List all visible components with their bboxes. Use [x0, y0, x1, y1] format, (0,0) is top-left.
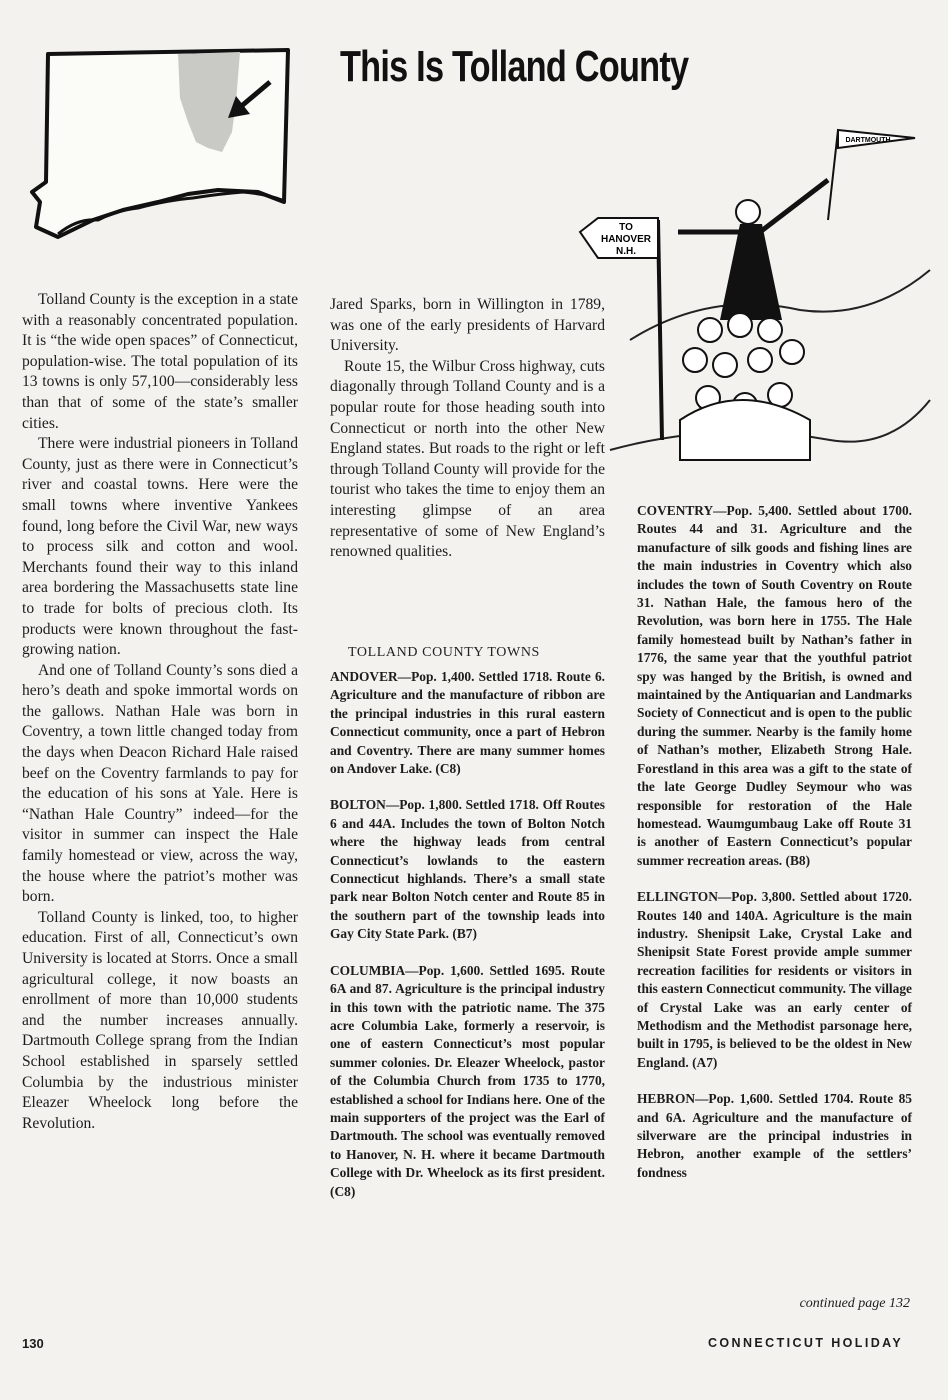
connecticut-map — [18, 42, 303, 242]
intro-paragraph: Tolland County is linked, too, to higher education. First of all, Connecticut’s own University is located at Storrs. Once a small agricultural college, it now boasts an enrollment of more than 10,000 students and the number increases annually. Dartmouth College sprang from the Indian School established in sparsely settled Columbia by the industrious minister Eleazer Wheelock long before the Revolution. — [22, 908, 298, 1132]
cartoon-illustration — [570, 120, 940, 495]
town-entry: BOLTON—Pop. 1,800. Settled 1718. Off Routes 6 and 44A. Includes the town of Bolton Notch where the highway leads from central Connecticut’s lowlands to the eastern Connecticut highlands. There’s a small state park near Bolton Notch center and Route 85 in the southern part of the township leads into Gay City State Park. (B7) — [330, 797, 605, 942]
towns-heading: TOLLAND COUNTY TOWNS — [348, 645, 540, 660]
sign-text-nh: N.H. — [616, 246, 636, 257]
town-entry: ELLINGTON—Pop. 3,800. Settled about 1720. Routes 140 and 140A. Agriculture is the main industry. Shenipsit Lake, Crystal Lake and Shenipsit State Forest provide ample summer recreation facilities for residents or visitors in this eastern Connecticut community. The village of Crystal Lake was an early center of Methodism and the Methodist parsonage here, built in 1795, is believed to be the oldest in New England. (A7) — [637, 889, 912, 1070]
town-entry: COVENTRY—Pop. 5,400. Settled about 1700. Routes 44 and 31. Agriculture and the manufacture of silk goods and fishing lines are the main industries in Coventry which also includes the town of South Coventry on Route 31. Nathan Hale, the famous hero of the Revolution, was born here in 1755. The Hale family homestead built by Nathan’s father in 1776, the same year that the youthful patriot spy was hanged by the British, is owned and maintained by the Antiquarian and Landmarks Society of Connecticut and is open to the public during the summer. Nearby is the family home of Nathan’s mother, Elizabeth Strong Hale. Forestland in this area was a gift to the state of the late George Dudley Seymour who was responsible for restoration of the Hale homestead. Waumgumbaug Lake off Route 31 is another of Eastern Connecticut’s popular summer recreation areas. (B8) — [637, 503, 912, 868]
town-entry: COLUMBIA—Pop. 1,600. Settled 1695. Route 6A and 87. Agriculture is the principal industry in this town with the patriotic name. The 375 acre Columbia Lake, formerly a reservoir, is one of eastern Connecticut’s most popular summer colonies. Dr. Eleazer Wheelock, pastor of the Columbia Church from 1735 to 1770, established a school for Indians here. One of the main supporters of the project was the Earl of Dartmouth. The school was eventually removed to Hanover, N. H. where it became Dartmouth College with Dr. Wheelock as its first president. (C8) — [330, 962, 605, 1199]
intro-paragraph: Tolland County is the exception in a state with a reasonably concentrated population. It is “the wide open spaces” of Connecticut, population-wise. The total population of its 13 towns is only 57,100—considerably less than that of some of the state’s smaller cities. — [22, 291, 298, 432]
intro-paragraph: And one of Tolland County’s sons died a hero’s death and spoke immortal words on the gallows. Nathan Hale was born in Coventry, a town little changed today from the days when Deacon Richard Hale raised beef on the Coventry farmlands to pay for the education of his sons at Yale. Here is “Nathan Hale Country” indeed—for the visitor in summer can inspect the Hale family homestead or view, across the way, the house where the patriot’s mother was born. — [22, 661, 298, 906]
pennant-pole — [828, 130, 838, 220]
intro-column-left — [22, 290, 298, 1134]
sign-text-to: TO — [619, 222, 633, 233]
intro-paragraph: Route 15, the Wilbur Cross highway, cuts diagonally through Tolland County and is a popular route for those heading south into Connecticut or north into the other New England states. But roads to the right or left through Tolland County will provide for the tourist who takes the time to enjoy them an interesting glimpse of an area representative of some of New England’s renowned qualities. — [330, 357, 605, 561]
professor-figure — [678, 180, 828, 320]
town-entry: ANDOVER—Pop. 1,400. Settled 1718. Route 6. Agriculture and the manufacture of ribbon are the principal industries in this rural eastern Connecticut community, once a part of Hebron and Coventry. There are many summer homes on Andover Lake. (C8) — [330, 669, 605, 777]
continued-note: continued page 132 — [799, 1296, 910, 1311]
page-number: 130 — [22, 1336, 44, 1351]
town-entry: HEBRON—Pop. 1,600. Settled 1704. Route 85 and 6A. Agriculture and the manufacture of silverware are the principal industries in Hebron, another example of the settlers’ fondness — [637, 1091, 912, 1180]
intro-paragraph: There were industrial pioneers in Tolland County, just as there were in Connecticut’s river and coastal towns. Here were the small towns where inventive Yankees found, long before the Civil War, new ways to process silk and cotton and wool. Merchants found their way to this inland area bordering the Massachusetts state line to trade for bolts of precious cloth. Its products were known throughout the fast-growing nation. — [22, 435, 298, 659]
indian-figures — [680, 313, 810, 460]
intro-paragraph: Jared Sparks, born in Willington in 1789, was one of the early presidents of Harvard University. — [330, 296, 605, 355]
pennant-text: DARTMOUTH — [845, 137, 891, 144]
sign-text-hanover: HANOVER — [600, 234, 652, 245]
towns-column-middle — [330, 668, 605, 1219]
state-outline — [32, 50, 288, 237]
intro-column-middle — [330, 295, 605, 563]
magazine-name: CONNECTICUT HOLIDAY — [708, 1336, 904, 1350]
towns-column-right — [637, 502, 912, 1200]
page-title: This Is Tolland County — [340, 42, 689, 91]
